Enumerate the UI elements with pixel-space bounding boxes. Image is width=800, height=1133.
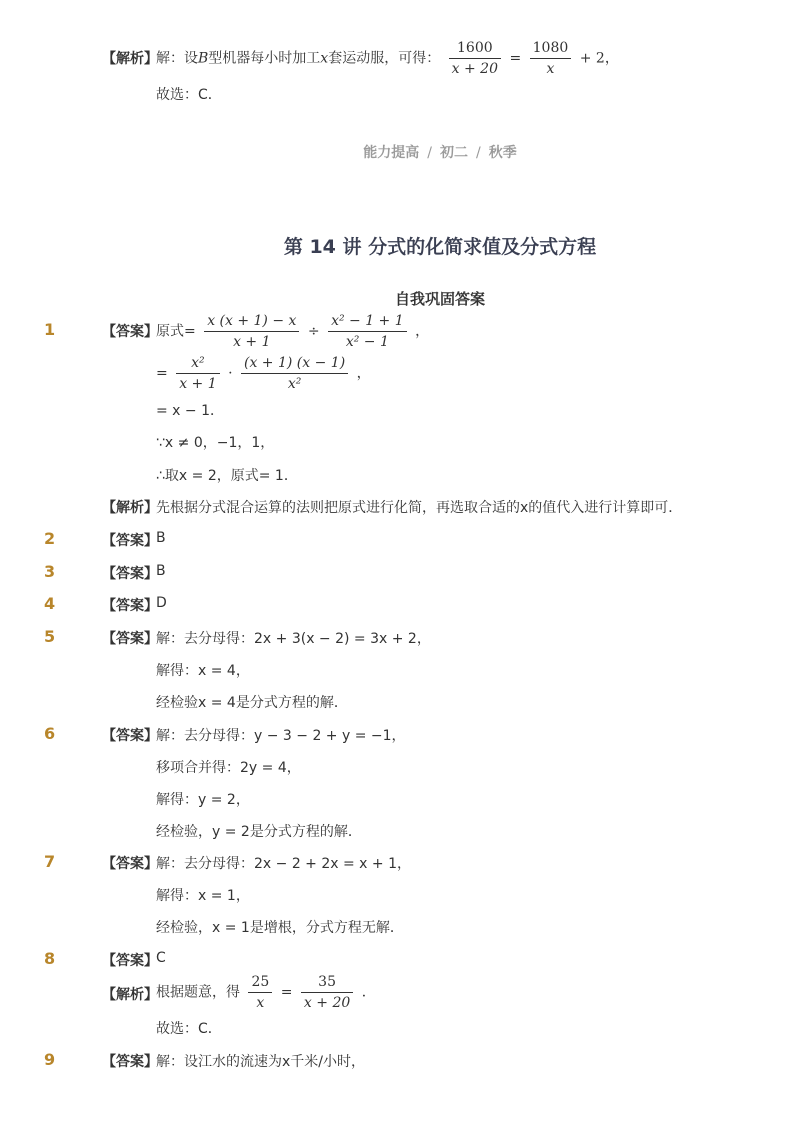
expression-tail: ， — [415, 323, 430, 340]
q1-analysis: 先根据分式混合运算的法则把原式进行化简，再选取合适的x的值代入进行计算即可． — [156, 500, 683, 516]
breadcrumb-level: 能力提高 — [363, 145, 420, 161]
fraction-denominator: x + 20 — [451, 61, 498, 77]
answer-tag: 【答案】 — [102, 324, 158, 340]
lecture-title: 第 14 讲 分式的化简求值及分式方程 — [283, 236, 597, 258]
fraction-numerator: 35 — [301, 972, 353, 993]
expression-tail: ． — [361, 984, 376, 1001]
divide-sign: ÷ — [307, 323, 320, 340]
multiply-sign: · — [228, 365, 233, 382]
q7-line-2: 解得：x = 1， — [156, 888, 250, 904]
question-number: 7 — [44, 852, 56, 871]
q7-line-3: 经检验，x = 1是增根，分式方程无解． — [156, 920, 404, 936]
q4-answer: D — [156, 595, 167, 611]
q1-prefix: 原式= — [156, 323, 196, 340]
fraction-numerator: (x + 1) (x − 1) — [241, 353, 348, 374]
top-analysis-mid2: 套运动服，可得： — [328, 50, 441, 67]
answer-tag: 【答案】 — [102, 598, 158, 614]
q1-line-3: = x − 1． — [156, 403, 225, 419]
section-title: 自我巩固答案 — [394, 290, 485, 308]
answer-tag: 【答案】 — [102, 953, 158, 969]
breadcrumb-term: 秋季 — [488, 145, 517, 161]
answer-tag: 【答案】 — [102, 728, 158, 744]
q9-line-1: 解：设江水的流速为x千米/小时， — [156, 1054, 366, 1070]
fraction-denominator: x² − 1 — [345, 334, 389, 350]
question-number: 2 — [44, 529, 56, 548]
q7-line-1: 解：去分母得：2x − 2 + 2x = x + 1， — [156, 856, 412, 872]
fraction-denominator: x + 20 — [303, 995, 351, 1011]
fraction-denominator: x² — [287, 376, 302, 392]
fraction-numerator: x² — [176, 353, 219, 374]
expression-tail: ， — [356, 365, 371, 382]
q8-choice: 故选：C． — [156, 1021, 222, 1037]
question-number: 9 — [44, 1050, 56, 1069]
fraction-numerator: 25 — [248, 972, 272, 993]
top-analysis-intro: 解：设 — [156, 50, 198, 67]
q8-analysis-prefix: 根据题意，得 — [156, 984, 240, 1001]
analysis-tag: 【解析】 — [102, 987, 158, 1003]
fraction — [449, 38, 501, 79]
equals-sign: = — [156, 365, 168, 382]
fraction-numerator: x (x + 1) − x — [204, 311, 299, 332]
top-analysis-var-x: x — [320, 50, 329, 67]
top-analysis-mid: 型机器每小时加工 — [208, 50, 321, 67]
fraction — [301, 972, 353, 1013]
top-analysis-line — [156, 38, 619, 79]
q5-line-1: 解：去分母得：2x + 3(x − 2) = 3x + 2， — [156, 631, 431, 647]
answer-tag: 【答案】 — [102, 631, 158, 647]
question-number: 8 — [44, 949, 56, 968]
q6-line-1: 解：去分母得：y − 3 − 2 + y = −1， — [156, 728, 406, 744]
q2-answer: B — [156, 530, 166, 546]
question-number: 5 — [44, 627, 56, 646]
breadcrumb-separator: / — [427, 145, 432, 161]
q8-answer: C — [156, 950, 166, 966]
q5-line-3: 经检验x = 4是分式方程的解． — [156, 695, 348, 711]
fraction-denominator: x + 1 — [233, 334, 271, 350]
fraction — [204, 311, 299, 352]
analysis-tag: 【解析】 — [102, 51, 158, 67]
equals-sign: = — [280, 984, 293, 1001]
breadcrumb-grade: 初二 — [440, 145, 468, 161]
fraction-denominator: x — [546, 61, 555, 77]
q6-line-3: 解得：y = 2， — [156, 792, 250, 808]
answer-tag: 【答案】 — [102, 1054, 158, 1070]
answer-tag: 【答案】 — [102, 856, 158, 872]
top-analysis-var-b: B — [198, 50, 209, 67]
q1-line-1 — [156, 311, 429, 352]
top-choice: 故选：C． — [156, 87, 222, 103]
equals-sign: = — [509, 50, 522, 67]
q5-line-2: 解得：x = 4， — [156, 663, 250, 679]
fraction-denominator: x — [256, 995, 265, 1011]
answer-tag: 【答案】 — [102, 566, 158, 582]
question-number: 4 — [44, 594, 56, 613]
fraction — [530, 38, 572, 79]
fraction — [328, 311, 407, 352]
fraction — [176, 353, 219, 394]
q1-line-4: ∵x ≠ 0，−1，1， — [156, 435, 275, 451]
question-number: 1 — [44, 320, 56, 339]
analysis-tag: 【解析】 — [102, 500, 158, 516]
fraction-numerator: x² − 1 + 1 — [328, 311, 407, 332]
breadcrumb-separator: / — [476, 145, 481, 161]
fraction-numerator: 1600 — [449, 38, 501, 59]
breadcrumb — [0, 142, 800, 162]
q6-line-4: 经检验，y = 2是分式方程的解． — [156, 824, 362, 840]
q6-line-2: 移项合并得：2y = 4， — [156, 760, 301, 776]
fraction — [248, 972, 272, 1013]
q1-line-5: ∴取x = 2，原式= 1． — [156, 468, 298, 484]
q3-answer: B — [156, 563, 166, 579]
expression-tail: + 2， — [579, 50, 619, 67]
question-number: 3 — [44, 562, 56, 581]
q1-line-2 — [156, 353, 371, 394]
fraction-denominator: x + 1 — [179, 376, 217, 392]
question-number: 6 — [44, 724, 56, 743]
fraction-numerator: 1080 — [530, 38, 572, 59]
q8-analysis — [156, 972, 376, 1013]
fraction — [241, 353, 348, 394]
answer-tag: 【答案】 — [102, 533, 158, 549]
